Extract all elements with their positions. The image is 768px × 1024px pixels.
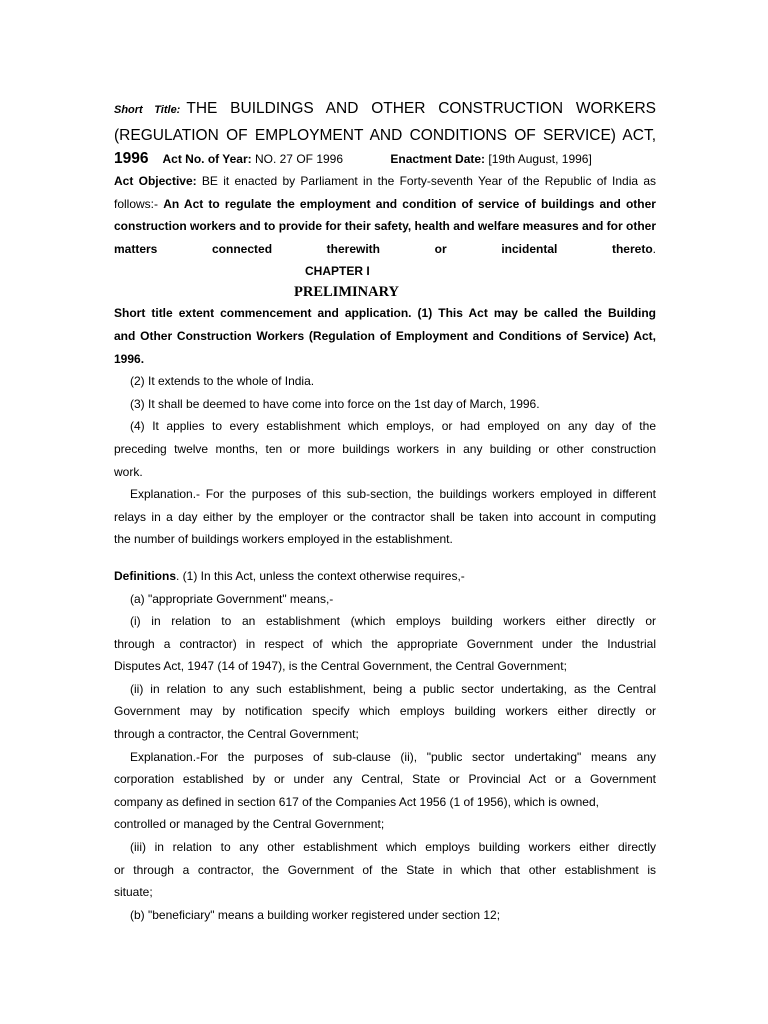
definitions-heading: Definitions — [114, 568, 176, 583]
definition-a-i-line-3: Disputes Act, 1947 (14 of 1947), is the Central Government, the Central Government; — [114, 659, 567, 674]
section1-sub-4-line-3: work. — [114, 464, 143, 479]
act-meta-line — [114, 148, 656, 170]
objective-line-1 — [114, 170, 656, 193]
definition-a-i-line-1: (i) in relation to an establishment (which employs building workers either directly or — [130, 614, 656, 629]
section1-explanation-line-1: Explanation.- For the purposes of this sub-section, the buildings workers employed in different — [130, 487, 656, 502]
objective-bold-3: matters connected therewith or incidental thereto — [114, 241, 653, 256]
objective-line-2 — [114, 193, 656, 216]
act-no-label: Act No. of Year: — [162, 152, 252, 166]
definition-a-ii-line-2: Government may by notification specify which employs building workers either directly or — [114, 704, 656, 719]
section1-heading-line-2: and Other Construction Workers (Regulation of Employment and Conditions of Service) Act, — [114, 328, 656, 343]
definition-a-iii-line-2: or through a contractor, the Government of the State in which that other establishment is — [114, 862, 656, 877]
section1-sub-3: (3) It shall be deemed to have come into force on the 1st day of March, 1996. — [130, 396, 540, 411]
act-title-part-1: THE BUILDINGS AND OTHER CONSTRUCTION WORKERS — [186, 100, 656, 117]
section1-sub-2: (2) It extends to the whole of India. — [130, 374, 315, 389]
definition-a-ii-line-1: (ii) in relation to any such establishment, being a public sector undertaking, as the Central — [130, 681, 656, 696]
objective-end: . — [652, 241, 656, 256]
chapter-label: CHAPTER I — [305, 264, 370, 279]
enactment-date-value: [19th August, 1996] — [488, 152, 592, 166]
section1-explanation-line-2: relays in a day either by the employer or the contractor shall be taken into account in computing — [114, 509, 656, 524]
definition-a-ii-line-3: through a contractor, the Central Government; — [114, 727, 359, 742]
definition-a-iii-line-3: situate; — [114, 885, 153, 900]
objective-line-4 — [114, 238, 656, 261]
section1-sub-4-line-2: preceding twelve months, ten or more buildings workers in any building or other construction — [114, 441, 656, 456]
short-title-label: Short Title: — [114, 104, 181, 116]
chapter-title: PRELIMINARY — [294, 284, 400, 301]
act-title-line-1 — [114, 96, 656, 123]
definition-explanation-line-2: corporation established by or under any Central, State or Provincial Act or a Government — [114, 772, 656, 787]
act-year: 1996 — [114, 150, 149, 167]
section1-sub-4-line-1: (4) It applies to every establishment which employs, or had employed on any day of the — [130, 419, 656, 434]
act-title-line-2: (REGULATION OF EMPLOYMENT AND CONDITIONS OF SERVICE) ACT, — [114, 127, 656, 144]
definition-explanation-line-1: Explanation.-For the purposes of sub-clause (ii), "public sector undertaking" means any — [130, 749, 656, 764]
objective-intro-1: BE it enacted by Parliament in the Forty-seventh Year of the Republic of India as — [201, 174, 656, 188]
definition-explanation-line-4: controlled or managed by the Central Government; — [114, 817, 385, 832]
definition-b: (b) "beneficiary" means a building worker registered under section 12; — [130, 907, 501, 922]
definitions-heading-line — [114, 565, 656, 588]
section1-heading-line-1: Short title extent commencement and application. (1) This Act may be called the Building — [114, 306, 656, 321]
objective-intro-2: follows:- — [114, 196, 159, 211]
definitions-heading-rest: . (1) In this Act, unless the context otherwise requires,- — [176, 568, 465, 583]
definition-a-i-line-2: through a contractor) in respect of which the appropriate Government under the Industrial — [114, 636, 656, 651]
objective-line-3: construction workers and to provide for their safety, health and welfare measures and for other — [114, 219, 656, 234]
definition-a: (a) "appropriate Government" means,- — [130, 591, 334, 606]
enactment-date-label: Enactment Date: — [390, 152, 486, 166]
definition-explanation-line-3: company as defined in section 617 of the Companies Act 1956 (1 of 1956), which is owned, — [114, 794, 599, 809]
objective-label: Act Objective: — [114, 174, 197, 188]
document-page — [114, 96, 656, 926]
act-no-value: NO. 27 OF 1996 — [254, 152, 344, 166]
section1-explanation-line-3: the number of buildings workers employed in the establishment. — [114, 532, 453, 547]
objective-bold-1: An Act to regulate the employment and condition of service of buildings and other — [163, 196, 656, 211]
section1-heading-line-3: 1996. — [114, 351, 145, 366]
definition-a-iii-line-1: (iii) in relation to any other establishment which employs building workers either directly — [130, 840, 656, 855]
